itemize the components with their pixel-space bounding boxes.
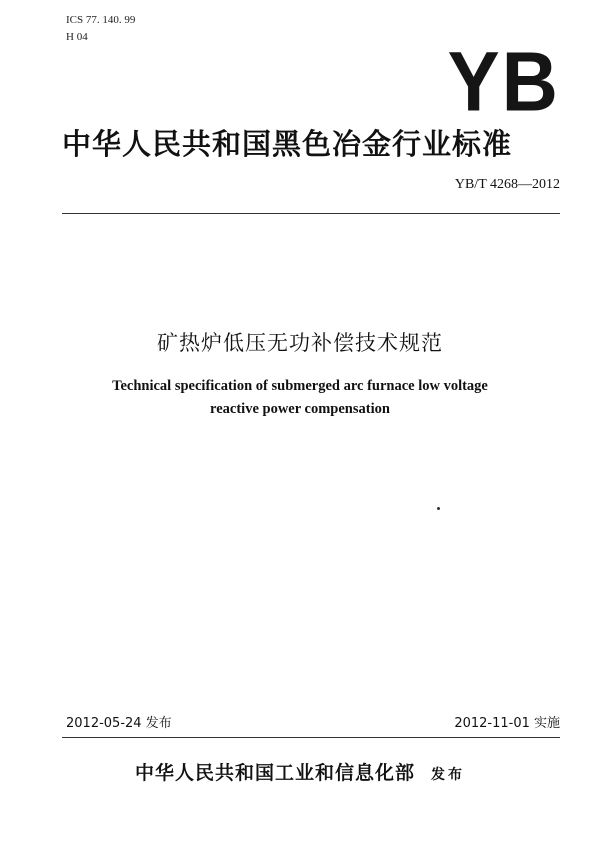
document-title-en-line1: Technical specification of submerged arc furnace low voltage <box>112 378 488 394</box>
scan-speck <box>437 507 440 510</box>
issuer-name: 中华人民共和国工业和信息化部 <box>134 762 415 784</box>
classification-code: H 04 <box>66 31 88 43</box>
issuer-line <box>0 760 600 788</box>
issuer-action: 发布 <box>431 767 465 783</box>
ics-code: ICS 77. 140. 99 <box>66 14 136 26</box>
footer-divider <box>62 737 560 738</box>
standard-number: YB/T 4268—2012 <box>454 177 560 192</box>
document-title-en <box>0 375 600 421</box>
implementation-date: 2012-11-01 实施 <box>454 716 560 731</box>
header-divider <box>62 213 560 214</box>
document-title-en-line2: reactive power compensation <box>210 401 390 417</box>
standard-category-title: 中华人民共和国黑色冶金行业标准 <box>62 127 513 161</box>
publish-date: 2012-05-24 发布 <box>66 716 172 731</box>
document-title-cn: 矿热炉低压无功补偿技术规范 <box>157 331 443 355</box>
standard-logo: YB <box>447 33 560 129</box>
